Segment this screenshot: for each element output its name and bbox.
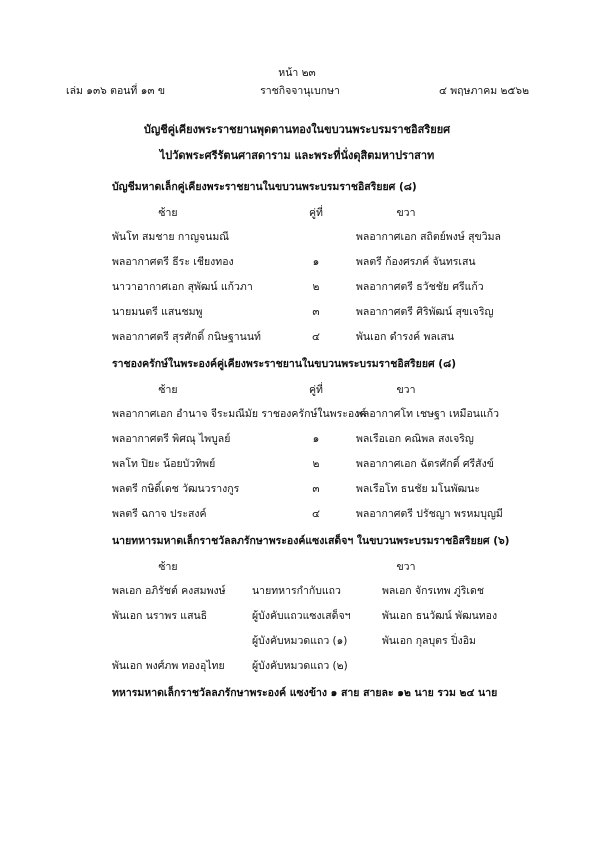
row-left-name: พลอากาศเอก อำนาจ จีระมณีมัย ราชองครักษ์ในพระองค์ [112,408,367,420]
row-pair-number: ๓ [312,306,320,318]
column-header-middle: คู่ที่ [309,384,323,396]
row-left-name: พันโท สมชาย กาญจนมณี [112,231,230,243]
row-right-name: พันเอก ธนวัฒน์ พัฒนทอง [382,610,498,622]
row-left-name: พลเอก อภิรัชต์ คงสมพงษ์ [112,585,226,597]
column-header-left: ซ้าย [158,384,178,396]
row-left-name: พันเอก พงศ์ภพ ทองอุไทย [112,660,225,672]
column-header-middle: คู่ที่ [309,207,323,219]
footer-note: ทหารมหาดเล็กราชวัลลภรักษาพระองค์ แซงข้าง ๑ สาย สายละ ๑๒ นาย รวม ๒๔ นาย [112,687,498,699]
section-heading: บัญชีมหาดเล็กคู่เคียงพระราชยานในขบวนพระบรมราชอิสริยยศ (๘) [112,181,417,193]
column-header-right: ขวา [396,207,416,219]
gazette-date: ๔ พฤษภาคม ๒๕๖๒ [438,85,529,97]
column-header-right: ขวา [396,561,416,573]
gazette-volume: เล่ม ๑๓๖ ตอนที่ ๑๓ ข [66,85,166,97]
row-right-name: พันเอก กุลบุตร ปิ่งอิม [382,635,476,647]
row-right-name: พลตรี ก้องศรภค์ จันทรเสน [356,256,476,268]
row-left-name: พลอากาศตรี สุรศักดิ์ กนิษฐานนท์ [112,331,261,343]
row-pair-number: ๓ [312,483,320,495]
row-pair-number: ๔ [312,331,320,343]
row-role: ผู้บังคับหมวดแถว (๒) [252,660,348,672]
gazette-name: ราชกิจจานุเบกษา [260,85,340,97]
row-pair-number: ๒ [312,458,320,470]
row-left-name: พลตรี ฉกาจ ประสงค์ [112,508,207,520]
row-role: ผู้บังคับหมวดแถว (๑) [252,635,348,647]
row-left-name: พลอากาศตรี ธีระ เชียงทอง [112,256,234,268]
row-pair-number: ๔ [312,508,320,520]
page-number: หน้า ๒๓ [278,67,316,79]
row-left-name: นายมนตรี แสนชมพู [112,306,203,318]
column-header-left: ซ้าย [158,561,178,573]
row-left-name: พลโท ปิยะ น้อยบัวทิพย์ [112,458,216,470]
column-header-right: ขวา [396,384,416,396]
row-role: นายทหารกำกับแถว [252,585,341,597]
row-right-name: พลอากาศเอก ฉัตรศักดิ์ ศรีสังข์ [356,458,494,470]
row-right-name: พันเอก ดำรงค์ พลเสน [356,331,455,343]
document-title-line-2: ไปวัดพระศรีรัตนศาสดาราม และพระที่นั่งดุสิตมหาปราสาท [159,149,435,162]
row-role: ผู้บังคับแถวแซงเสด็จฯ [252,610,351,622]
row-right-name: พลอากาศตรี ปรัชญา พรหมบุญมี [356,508,503,520]
column-header-left: ซ้าย [158,207,178,219]
section-heading: นายทหารมหาดเล็กราชวัลลภรักษาพระองค์แซงเสด็จฯ ในขบวนพระบรมราชอิสริยยศ (๖) [112,535,510,547]
row-left-name: พันเอก นราพร แสนธิ [112,610,208,622]
row-left-name: พลอากาศตรี พิศณุ ไพบูลย์ [112,433,231,445]
section-heading: ราชองครักษ์ในพระองค์คู่เคียงพระราชยานในขบวนพระบรมราชอิสริยยศ (๘) [112,358,456,370]
row-pair-number: ๒ [312,281,320,293]
row-pair-number: ๑ [312,256,320,268]
row-right-name: พลเรือเอก คณิพล สงเจริญ [356,433,474,445]
row-left-name: นาวาอากาศเอก สุพัฒน์ แก้วภา [112,281,253,293]
row-right-name: พลเอก จักรเทพ ภู่ริเดช [382,585,484,597]
row-right-name: พลอากาศตรี ศิริพัฒน์ สุขเจริญ [356,306,494,318]
document-title-line-1: บัญชีคู่เคียงพระราชยานพุดตานทองในขบวนพระบรมราชอิสริยยศ [143,123,451,136]
row-right-name: พลเรือโท ธนชัย มโนพัฒนะ [356,483,480,495]
row-left-name: พลตรี กษิดิ์เดช วัฒนวรางกูร [112,483,240,495]
row-right-name: พลอากาศตรี ธวัชชัย ศรีแก้ว [356,281,484,293]
row-right-name: พลอากาศโท เชษฐา เหมือนแก้ว [356,408,499,420]
row-pair-number: ๑ [312,433,320,445]
row-right-name: พลอากาศเอก สถิตย์พงษ์ สุขวิมล [356,231,501,243]
